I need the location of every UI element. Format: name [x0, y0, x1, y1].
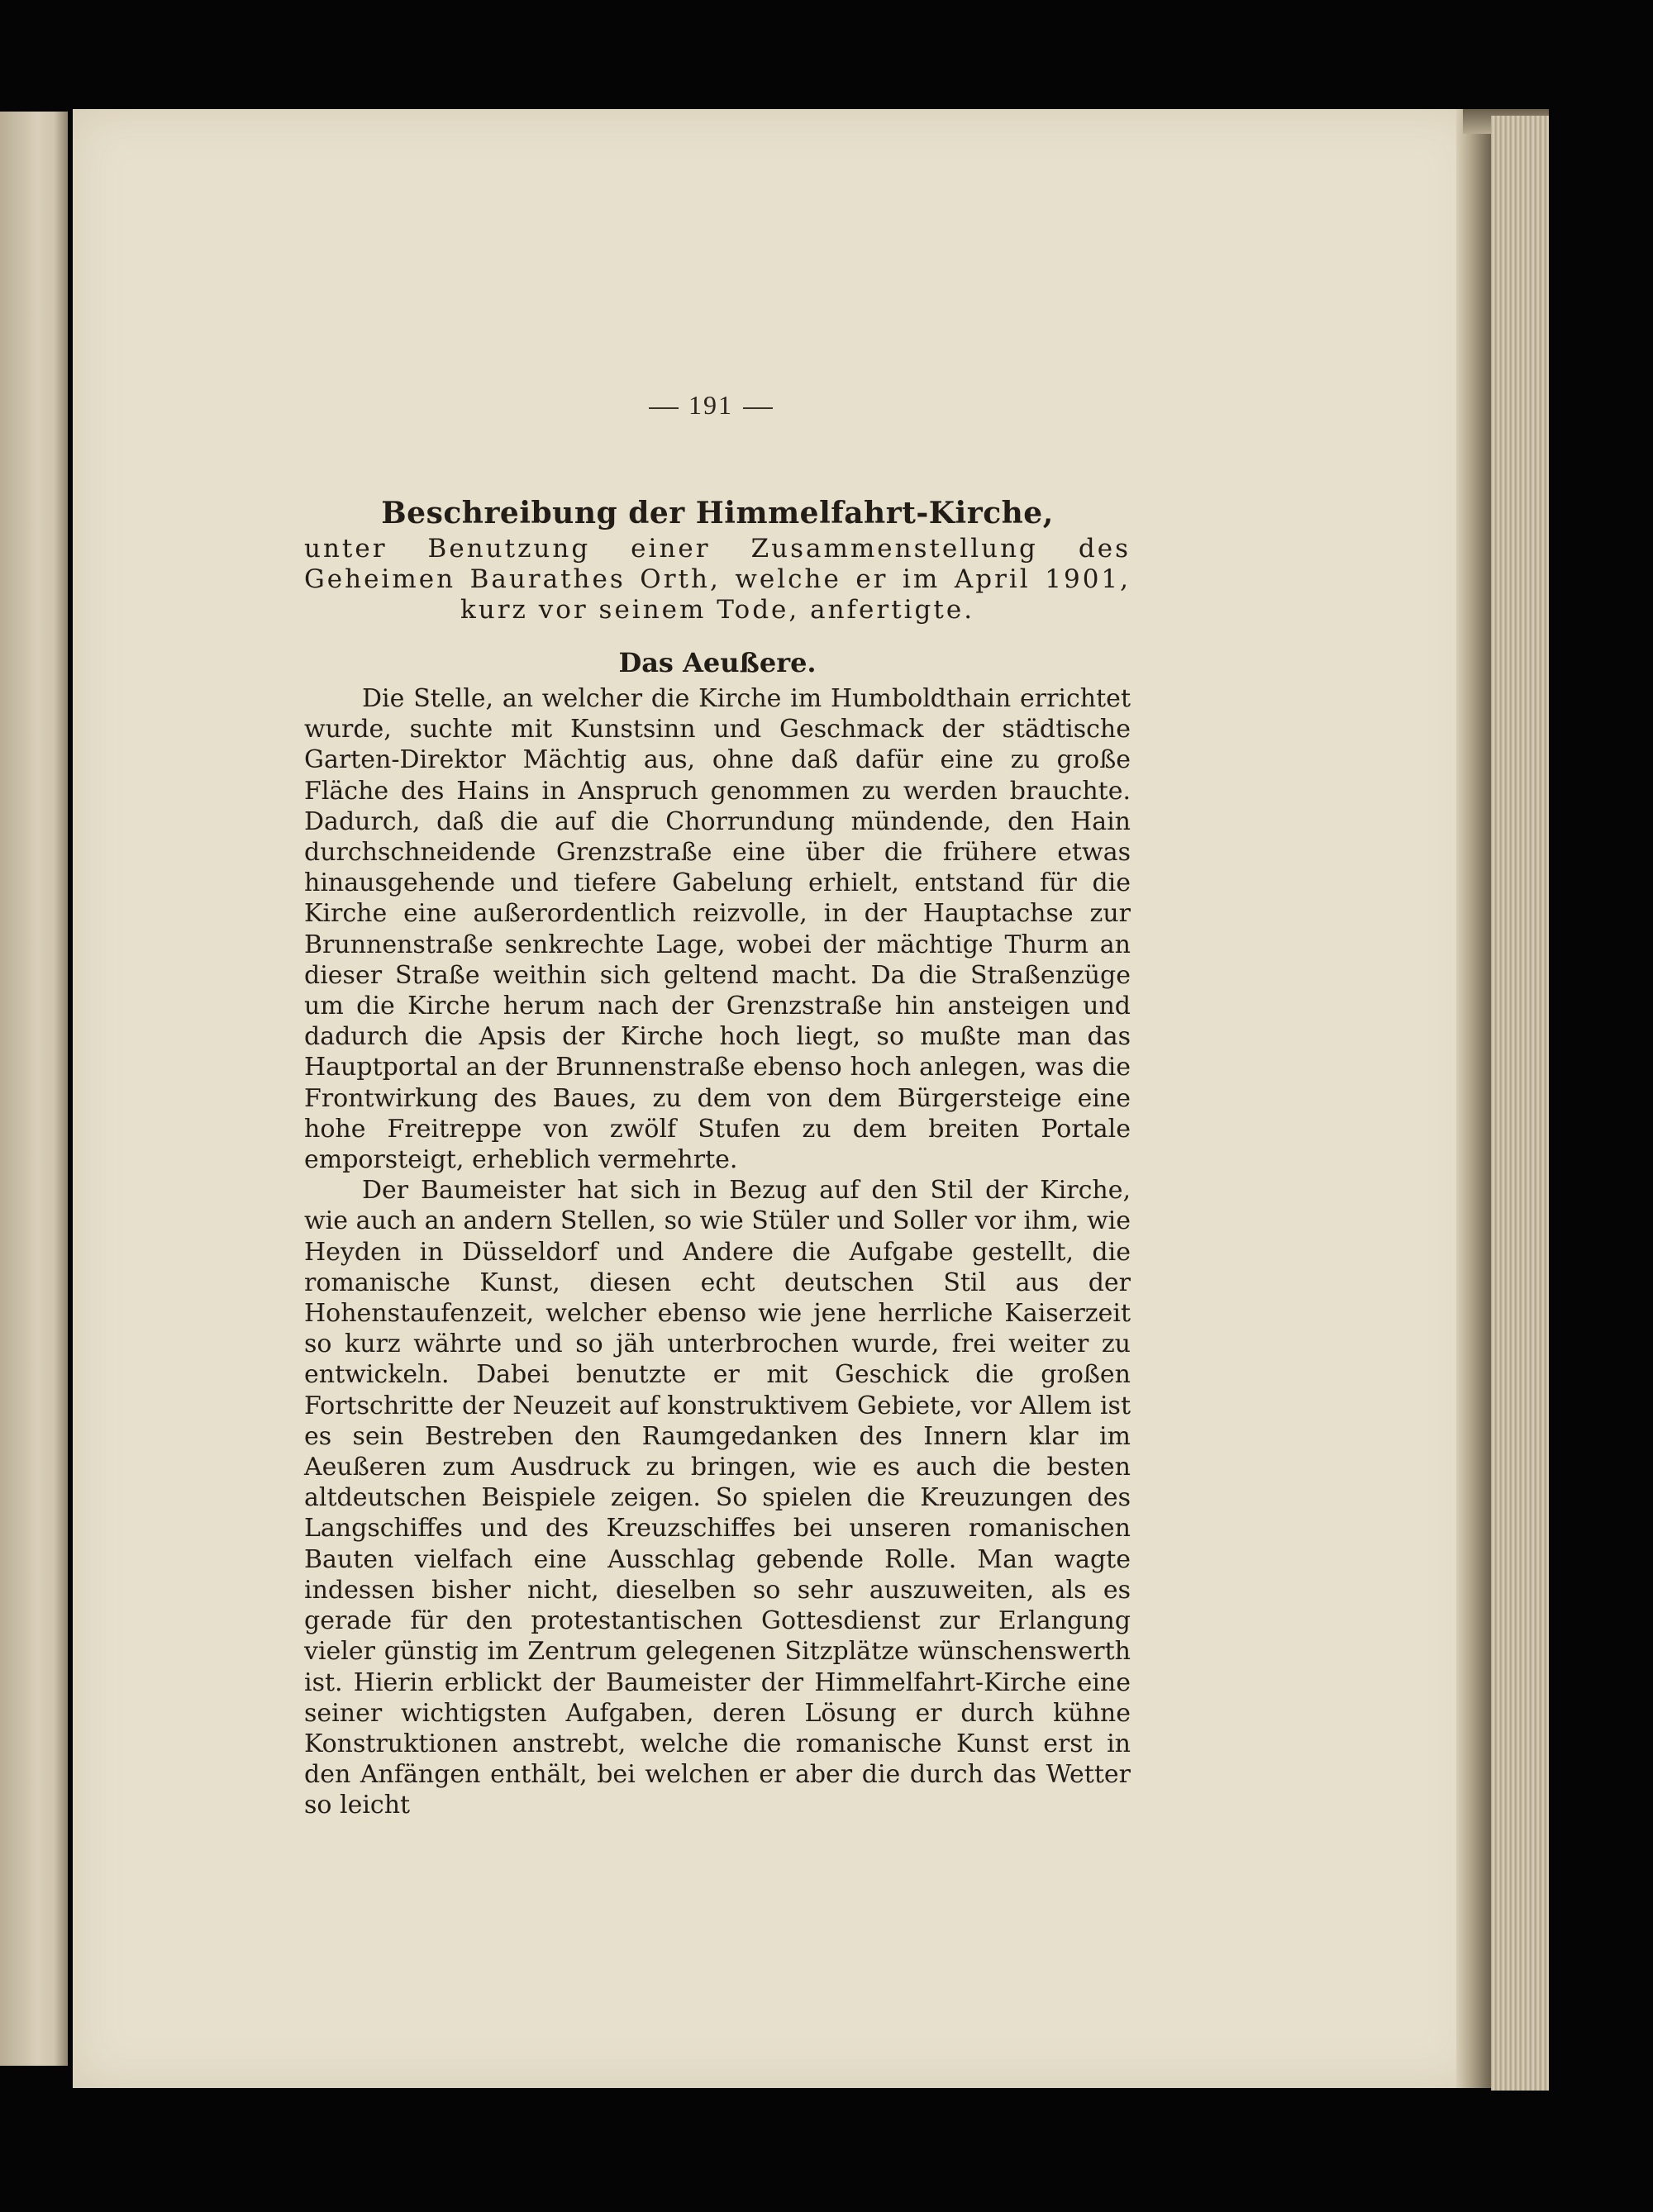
page-gutter-shadow — [1456, 109, 1491, 2088]
header-dash-left — [649, 407, 679, 409]
body-paragraph: Die Stelle, an welcher die Kirche im Humboldthain errichtet wurde, suchte mit Kunstsinn und Geschmack der städtische Garten-Direktor Mächtig aus, ohne daß dafür eine zu große Fläche des Hains in Anspruch genommen zu werden brauchte. Dadurch, daß die auf die Chorrundung mündende, den Hain durchschneidende Grenzstraße eine über die frühere etwas hinausgehende und tiefere Gabelung erhielt, entstand für die Kirche eine außerordentlich reizvolle, in der Hauptachse zur Brunnenstraße senkrechte Lage, wobei der mächtige Thurm an dieser Straße weithin sich geltend macht. Da die Straßenzüge um die Kirche herum nach der Grenzstraße hin ansteigen und dadurch die Apsis der Kirche hoch liegt, so mußte man das Hauptportal an der Brunnenstraße ebenso hoch anlegen, was die Frontwirkung des Baues, zu dem von dem Bürgersteige eine hohe Freitreppe von zwölf Stufen zu dem breiten Portale emporsteigt, erheblich vermehrte. — [304, 684, 1131, 1175]
text-block — [304, 496, 1131, 1821]
book-page-stack — [1491, 116, 1549, 2091]
section-heading: Das Aeußere. — [618, 647, 817, 678]
page-subtitle: unter Benutzung einer Zusammenstellung des Geheimen Baurathes Orth, welche er im April 1901, kurz vor seinem Tode, anfertigte. — [304, 534, 1131, 625]
page-number: 191 — [688, 390, 733, 420]
page-title: Beschreibung der Himmelfahrt-Kirche, — [381, 496, 1054, 530]
body-paragraph: Der Baumeister hat sich in Bezug auf den Stil der Kirche, wie auch an andern Stellen, so wie Stüler und Soller vor ihm, wie Heyden in Düsseldorf und Andere die Aufgabe gestellt, die romanische Kunst, diesen echt deutschen Stil aus der Hohenstaufenzeit, welcher ebenso wie jene herrliche Kaiserzeit so kurz währte und so jäh unterbrochen wurde, frei weiter zu entwickeln. Dabei benutzte er mit Geschick die großen Fortschritte der Neuzeit auf konstruktivem Gebiete, vor Allem ist es sein Bestreben den Raumgedanken des Innern klar im Aeußeren zum Ausdruck zu bringen, wie es auch die besten altdeutschen Beispiele zeigen. So spielen die Kreuzungen des Langschiffes und des Kreuzschiffes bei unseren romanischen Bauten vielfach eine Ausschlag gebende Rolle. Man wagte indessen bisher nicht, dieselben so sehr auszuweiten, als es gerade für den protestantischen Gottesdienst zur Erlangung vieler günstig im Zentrum gelegenen Sitzplätze wünschenswerth ist. Hierin erblickt der Baumeister der Himmelfahrt-Kirche eine seiner wichtigsten Aufgaben, deren Lösung er durch kühne Konstruktionen anstrebt, welche die romanische Kunst erst in den Anfängen enthält, bei welchen er aber die durch das Wetter so leicht — [304, 1176, 1131, 1820]
page-number-header — [628, 390, 793, 421]
left-page-edge — [0, 112, 68, 2066]
header-dash-right — [743, 407, 773, 409]
